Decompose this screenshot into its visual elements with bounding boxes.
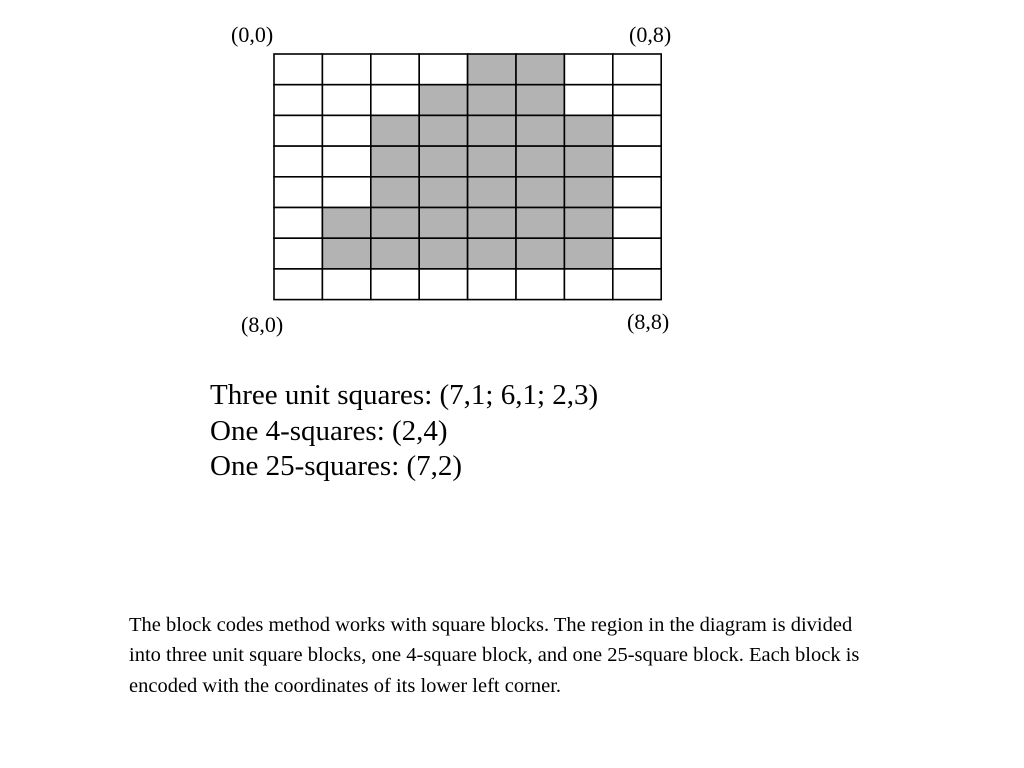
grid-cell-filled (516, 85, 564, 116)
grid-cell-empty (613, 115, 661, 146)
grid-cell-empty (274, 269, 322, 300)
grid-cell-filled (371, 177, 419, 208)
grid-cell-empty (564, 85, 612, 116)
grid-cell-filled (419, 238, 467, 269)
grid-cell-empty (613, 54, 661, 85)
grid-cell-filled (564, 177, 612, 208)
grid-cell-filled (371, 115, 419, 146)
grid-cell-empty (371, 54, 419, 85)
code-line-unit-squares: Three unit squares: (7,1; 6,1; 2,3) (210, 379, 599, 411)
block-grid (270, 50, 664, 306)
grid-cell-filled (516, 54, 564, 85)
grid-cell-filled (516, 146, 564, 177)
grid-cell-empty (371, 269, 419, 300)
grid-cell-empty (613, 269, 661, 300)
code-line-25-square: One 25-squares: (7,2) (210, 450, 463, 482)
corner-label-bottom-right: (8,8) (627, 309, 670, 334)
grid-cell-filled (371, 146, 419, 177)
grid-cell-empty (322, 54, 370, 85)
grid-cell-empty (419, 269, 467, 300)
grid-cell-filled (371, 238, 419, 269)
grid-cell-empty (613, 208, 661, 239)
grid-cell-empty (564, 269, 612, 300)
grid-cell-empty (564, 54, 612, 85)
grid-cell-filled (468, 238, 516, 269)
grid-cell-empty (371, 85, 419, 116)
block-codes (210, 378, 598, 485)
grid-cell-filled (322, 238, 370, 269)
grid-cell-empty (322, 146, 370, 177)
grid-cell-filled (468, 54, 516, 85)
grid-cell-empty (274, 115, 322, 146)
grid-cell-empty (613, 85, 661, 116)
corner-label-top-left: (0,0) (231, 22, 274, 47)
caption-text: The block codes method works with square blocks. The region in the diagram is divided into three unit square blocks, one 4-square block, and one 25-square block. Each block is encoded with the coordinates of its lower left corner. (129, 613, 860, 697)
grid-cell-filled (419, 85, 467, 116)
grid-cell-empty (613, 146, 661, 177)
grid-cell-empty (322, 85, 370, 116)
code-line-4-square: One 4-squares: (2,4) (210, 414, 448, 447)
grid-cell-empty (274, 177, 322, 208)
grid-cell-filled (468, 146, 516, 177)
grid-cell-filled (468, 85, 516, 116)
grid-cell-filled (468, 115, 516, 146)
grid-cell-filled (516, 115, 564, 146)
grid-cell-filled (564, 146, 612, 177)
grid-cell-empty (419, 54, 467, 85)
grid-cell-filled (564, 238, 612, 269)
grid-cell-empty (274, 85, 322, 116)
corner-label-bottom-left: (8,0) (241, 312, 284, 337)
grid-cell-filled (419, 146, 467, 177)
grid-cell-empty (322, 269, 370, 300)
grid-cell-filled (516, 208, 564, 239)
grid-cell-filled (419, 208, 467, 239)
grid-cell-filled (322, 208, 370, 239)
grid-cell-empty (274, 208, 322, 239)
grid-cell-filled (564, 115, 612, 146)
grid-cell-filled (468, 208, 516, 239)
grid-cell-filled (419, 115, 467, 146)
grid-cell-filled (468, 177, 516, 208)
grid-cell-empty (274, 146, 322, 177)
grid-cell-empty (613, 177, 661, 208)
grid-cell-filled (516, 177, 564, 208)
grid-cell-empty (516, 269, 564, 300)
grid-cell-empty (468, 269, 516, 300)
grid-cell-empty (274, 238, 322, 269)
grid-cell-filled (516, 238, 564, 269)
grid-cell-filled (564, 208, 612, 239)
grid-cell-empty (322, 177, 370, 208)
grid-cell-empty (274, 54, 322, 85)
grid-cell-filled (419, 177, 467, 208)
grid-cell-filled (371, 208, 419, 239)
corner-label-top-right: (0,8) (629, 22, 672, 47)
grid-cell-empty (322, 115, 370, 146)
grid-cell-empty (613, 238, 661, 269)
